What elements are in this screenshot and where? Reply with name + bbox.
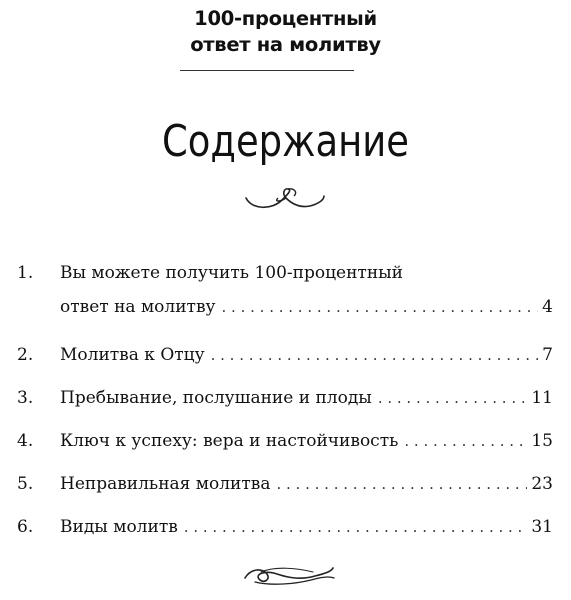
book-title-line-2: ответ на молитву xyxy=(190,33,381,56)
toc-entry-title: Виды молитв xyxy=(60,517,178,537)
flourish-ornament-icon xyxy=(241,562,337,588)
book-title xyxy=(0,6,571,58)
toc-entry-title-line-1: Вы можете получить 100-процентный xyxy=(60,263,404,283)
toc-entry-page: 7 xyxy=(542,345,553,365)
dot-leader xyxy=(276,471,527,497)
toc-entry-title: Неправильная молитва xyxy=(60,474,271,494)
toc-entry-number: 4. xyxy=(17,431,34,451)
toc-entry-page: 11 xyxy=(531,388,553,408)
dot-leader xyxy=(378,385,528,411)
toc-entry-title: Ключ к успеху: вера и настойчивость xyxy=(60,431,399,451)
toc-entry-page: 4 xyxy=(542,297,553,317)
toc-entry-number: 6. xyxy=(17,517,34,537)
toc-entry-number: 3. xyxy=(17,388,34,408)
toc-entry-number: 2. xyxy=(17,345,34,365)
swirl-ornament-icon xyxy=(244,184,326,212)
toc-entry-title-line-2: ответ на молитву xyxy=(60,297,216,317)
title-divider xyxy=(180,70,354,71)
dot-leader xyxy=(211,342,539,368)
dot-leader xyxy=(184,514,528,540)
toc-entry-number: 1. xyxy=(17,263,34,283)
toc-entry-page: 31 xyxy=(531,517,553,537)
book-title-line-1: 100-процентный xyxy=(194,7,377,30)
dot-leader xyxy=(222,294,539,320)
toc-entry-page: 23 xyxy=(531,474,553,494)
toc-entry-title: Пребывание, послушание и плоды xyxy=(60,388,372,408)
toc-entry-number: 5. xyxy=(17,474,34,494)
page-heading: Содержание xyxy=(161,116,410,167)
dot-leader xyxy=(404,428,527,454)
toc-entry-title: Молитва к Отцу xyxy=(60,345,205,365)
toc-entry-page: 15 xyxy=(531,431,553,451)
